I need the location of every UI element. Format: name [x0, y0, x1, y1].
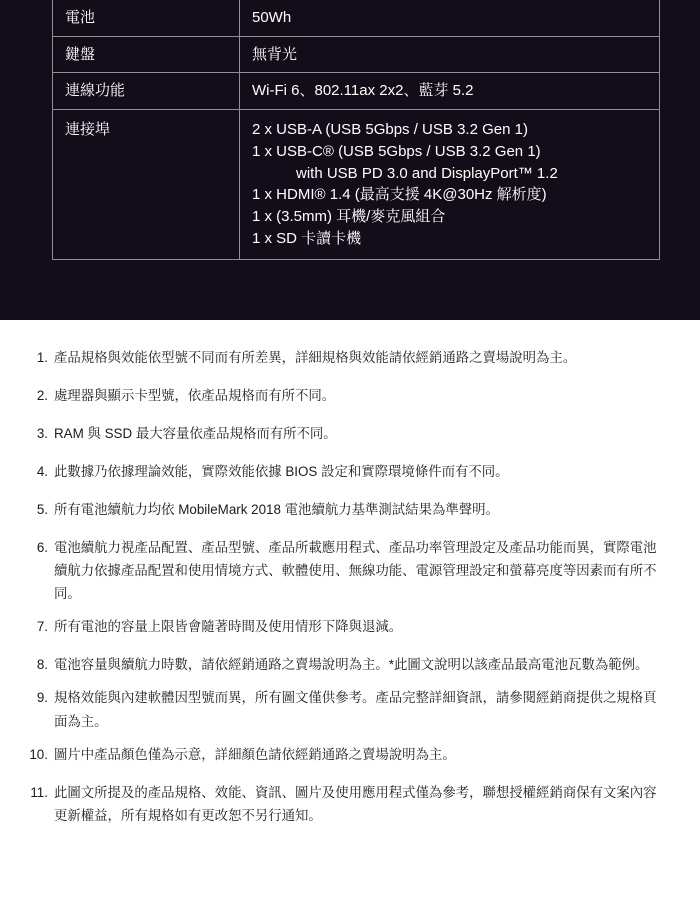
footnotes-section: [0, 320, 700, 911]
specification-table: [52, 0, 660, 260]
port-list: [252, 119, 649, 250]
list-item: [22, 653, 664, 676]
port-line-audio-jack: 1 x (3.5mm) 耳機/麥克風組合: [252, 208, 446, 225]
footnote-text: 此數據乃依據理論效能，實際效能依據 BIOS 設定和實際環境條件而有不同。: [54, 464, 509, 480]
list-item: [22, 346, 664, 369]
table-row: [53, 0, 660, 36]
list-item: [22, 536, 664, 605]
list-item: [22, 384, 664, 407]
spec-label-ports: 連接埠: [53, 110, 240, 260]
spec-value-battery: 50Wh: [240, 0, 660, 36]
spec-value-connectivity: Wi-Fi 6、802.11ax 2x2、藍芽 5.2: [240, 73, 660, 110]
footnote-text: 電池容量與續航力時數，請依經銷通路之賣場說明為主。*此圖文說明以該產品最高電池瓦數為範例。: [54, 657, 649, 673]
list-item: [22, 743, 664, 766]
footnote-list: [22, 346, 664, 827]
port-line-usb-c: 1 x USB-C® (USB 5Gbps / USB 3.2 Gen 1): [252, 142, 541, 160]
footnote-text: 電池續航力視產品配置、產品型號、產品所載應用程式、產品功率管理設定及產品功能而異，實際電池續航力依據產品配置和使用情境方式、軟體使用、無線功能、電源管理設定和螢幕亮度等因素而有所不同。: [54, 540, 657, 602]
table-row: [53, 73, 660, 110]
list-item: [22, 460, 664, 483]
footnote-text: RAM 與 SSD 最大容量依產品規格而有所不同。: [54, 426, 337, 442]
spec-label-battery: 電池: [53, 0, 240, 36]
table-row: [53, 110, 660, 260]
spec-label-keyboard: 鍵盤: [53, 36, 240, 73]
spec-value-ports: [240, 110, 660, 260]
list-item: [22, 781, 664, 827]
list-item: [22, 615, 664, 638]
list-item: [22, 422, 664, 445]
spec-table-body: [53, 0, 660, 259]
spec-table-section: [0, 0, 700, 318]
port-line-usb-a: 2 x USB-A (USB 5Gbps / USB 3.2 Gen 1): [252, 121, 528, 138]
footnote-text: 規格效能與內建軟體因型號而異，所有圖文僅供參考。產品完整詳細資訊，請參閱經銷商提供之規格頁面為主。: [54, 690, 657, 729]
port-line-hdmi: 1 x HDMI® 1.4 (最高支援 4K@30Hz 解析度): [252, 186, 547, 204]
spec-label-connectivity: 連線功能: [53, 73, 240, 110]
footnote-text: 所有電池續航力均依 MobileMark 2018 電池續航力基準測試結果為準聲明。: [54, 502, 499, 518]
table-row: [53, 36, 660, 73]
port-line-usb-c-detail: with USB PD 3.0 and DisplayPort™ 1.2: [296, 164, 558, 182]
footnote-text: 產品規格與效能依型號不同而有所差異，詳細規格與效能請依經銷通路之賣場說明為主。: [54, 350, 577, 365]
list-item: [22, 686, 664, 732]
footnote-text: 所有電池的容量上限皆會隨著時間及使用情形下降與退減。: [54, 619, 403, 635]
footnote-text: 處理器與顯示卡型號，依產品規格而有所不同。: [54, 388, 336, 404]
spec-value-keyboard: 無背光: [240, 36, 660, 73]
port-line-sd-reader: 1 x SD 卡讀卡機: [252, 229, 362, 247]
footnote-text: 此圖文所提及的產品規格、效能、資訊、圖片及使用應用程式僅為參考，聯想授權經銷商保有文案內容更新權益，所有規格如有更改恕不另行通知。: [54, 784, 657, 823]
list-item: [22, 498, 664, 521]
footnote-text: 圖片中產品顏色僅為示意，詳細顏色請依經銷通路之賣場說明為主。: [54, 746, 456, 762]
